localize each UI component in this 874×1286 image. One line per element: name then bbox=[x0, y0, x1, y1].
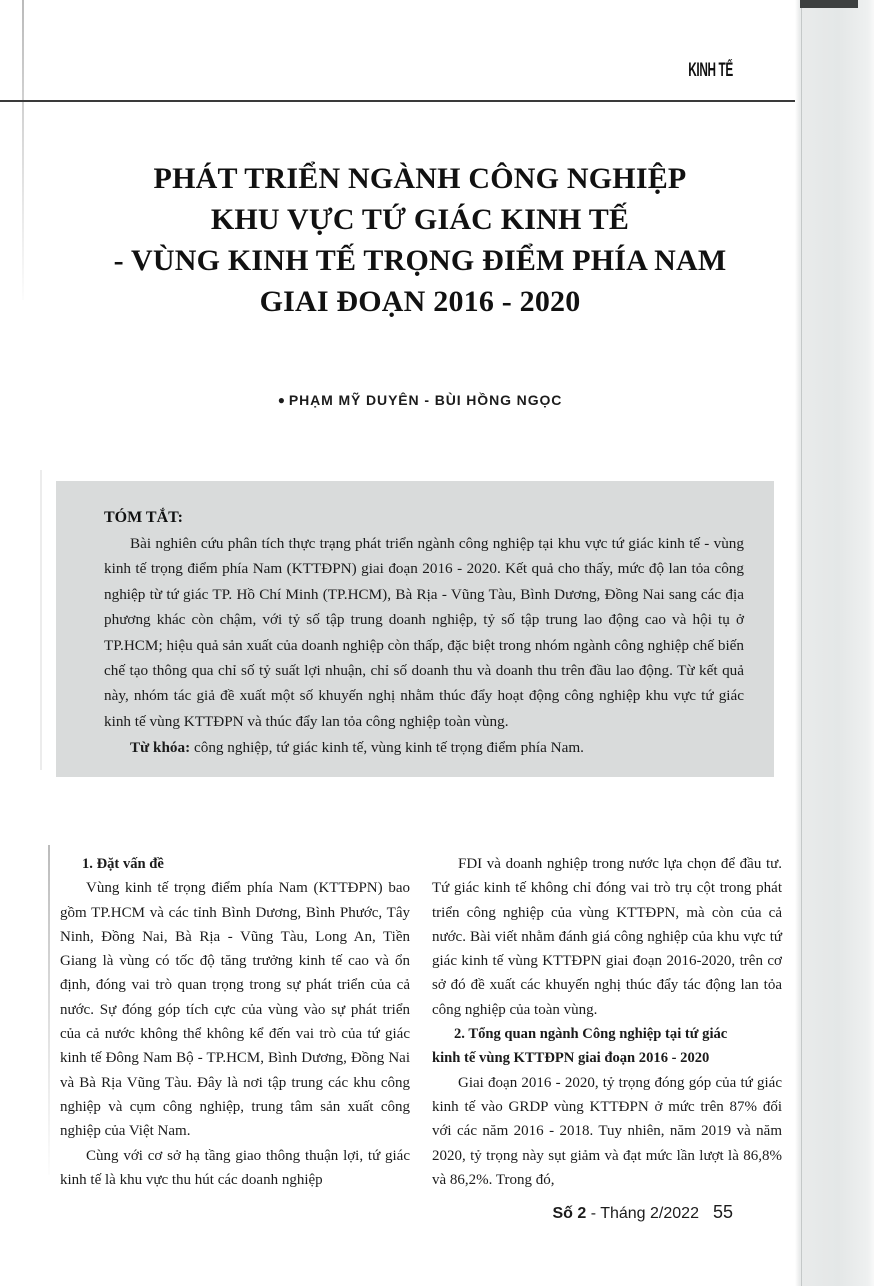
running-head bbox=[0, 60, 795, 82]
paragraph: Vùng kinh tế trọng điểm phía Nam (KTTĐPN) bao gồm TP.HCM và các tỉnh Bình Dương, Bình Phước, Tây Ninh, Đồng Nai, Bà Rịa - Vũng Tàu, Long An, Tiền Giang là vùng có tốc độ tăng trưởng kinh tế cao và ổn định, đóng vai trò quan trọng trong sự phát triển của cả nước. Sự đóng góp tích cực của vùng vào sự phát triển của cả nước không thể không kể đến vai trò của tứ giác kinh tế Đông Nam Bộ - TP.HCM, Bình Dương, Đồng Nai và Bà Rịa Vũng Tàu. Đây là nơi tập trung các khu công nghiệp và cụm công nghiệp, trung tâm sản xuất công nghiệp của Việt Nam. bbox=[60, 880, 410, 1140]
page-number: 55 bbox=[712, 1202, 733, 1222]
section-heading-2-line-1: 2. Tổng quan ngành Công nghiệp tại tứ giác bbox=[454, 1026, 728, 1043]
bullet-icon: ● bbox=[277, 393, 286, 407]
page-footer bbox=[0, 1202, 795, 1223]
abstract-keywords-value: công nghiệp, tứ giác kinh tế, vùng kinh tế trọng điểm phía Nam. bbox=[190, 739, 584, 757]
section-heading-1: 1. Đặt vấn đề bbox=[82, 856, 164, 872]
footer-issue-date: - Tháng 2/2022 bbox=[586, 1205, 699, 1222]
scan-edge-band bbox=[795, 0, 874, 1286]
scan-line-artifact-column bbox=[48, 845, 50, 1175]
title-line-1: PHÁT TRIỂN NGÀNH CÔNG NGHIỆP bbox=[153, 162, 687, 195]
paragraph: FDI và doanh nghiệp trong nước lựa chọn để đầu tư. Tứ giác kinh tế không chỉ đóng vai trò trụ cột trong phát triển công nghiệp của vùng KTTĐPN, mà còn của cả nước. Bài viết nhằm đánh giá công nghiệp của khu vực tứ giác kinh tế vùng KTTĐPN giai đoạn 2016-2020, trên cơ sở đó đề xuất các khuyến nghị thúc đẩy tác động lan tỏa công nghiệp của toàn vùng. bbox=[432, 856, 782, 1018]
abstract-heading: TÓM TẮT: bbox=[104, 509, 183, 526]
title-line-3: - VÙNG KINH TẾ TRỌNG ĐIỂM PHÍA NAM bbox=[113, 244, 727, 277]
section-heading-2-line-2: kinh tế vùng KTTĐPN giai đoạn 2016 - 2020 bbox=[432, 1050, 710, 1067]
author-byline bbox=[60, 392, 780, 408]
abstract-keywords-label: Từ khóa: bbox=[130, 739, 191, 757]
paragraph: Giai đoạn 2016 - 2020, tỷ trọng đóng góp của tứ giác kinh tế vào GRDP vùng KTTĐPN ở mức trên 87% đối với các năm 2016 - 2018. Tuy nhiên, năm 2019 và năm 2020, tỷ trọng này sụt giảm và đạt mức lần lượt là 86,8% và 86,2%. Trong đó, bbox=[432, 1074, 782, 1188]
running-head-label: KINH TẾ bbox=[688, 60, 733, 81]
author-names: PHẠM MỸ DUYÊN - BÙI HỒNG NGỌC bbox=[288, 392, 563, 408]
footer-issue-number: Số 2 bbox=[552, 1205, 587, 1222]
paragraph: Cùng với cơ sở hạ tầng giao thông thuận lợi, tứ giác kinh tế là khu vực thu hút các doanh nghiệp bbox=[60, 1147, 410, 1188]
page-title bbox=[60, 158, 780, 322]
abstract-body: Bài nghiên cứu phân tích thực trạng phát triển ngành công nghiệp tại khu vực tứ giác kinh tế - vùng kinh tế trọng điểm phía Nam (KTTĐPN) giai đoạn 2016 - 2020. Kết quả cho thấy, mức độ lan tỏa công nghiệp từ tứ giác TP. Hồ Chí Minh (TP.HCM), Bà Rịa - Vũng Tàu, Bình Dương, Đồng Nai sang các địa phương khác còn chậm, với tỷ số tập trung doanh nghiệp, tỷ số tập trung lao động cao và hội tụ ở TP.HCM; hiệu quả sản xuất của doanh nghiệp còn thấp, đặc biệt trong nhóm ngành công nghiệp chế biến chế tạo thông qua chỉ số tỷ suất lợi nhuận, chỉ số doanh thu và doanh thu trên đầu lao động. Từ kết quả này, nhóm tác giả đề xuất một số khuyến nghị nhằm thúc đẩy hoạt động công nghiệp khu vực tứ giác kinh tế vùng KTTĐPN và thúc đẩy lan tỏa công nghiệp toàn vùng. bbox=[104, 535, 744, 730]
scan-corner-artifact bbox=[800, 0, 858, 8]
abstract-box bbox=[56, 481, 774, 777]
abstract-keywords bbox=[104, 735, 744, 760]
title-line-2: KHU VỰC TỨ GIÁC KINH TẾ bbox=[210, 203, 630, 236]
scan-line-artifact-abstract bbox=[40, 470, 42, 770]
header-divider-rule bbox=[0, 100, 795, 102]
scan-line-artifact-top bbox=[22, 0, 24, 300]
body-column-left bbox=[60, 852, 410, 1192]
title-line-4: GIAI ĐOẠN 2016 - 2020 bbox=[259, 285, 581, 318]
body-column-right bbox=[432, 852, 782, 1192]
